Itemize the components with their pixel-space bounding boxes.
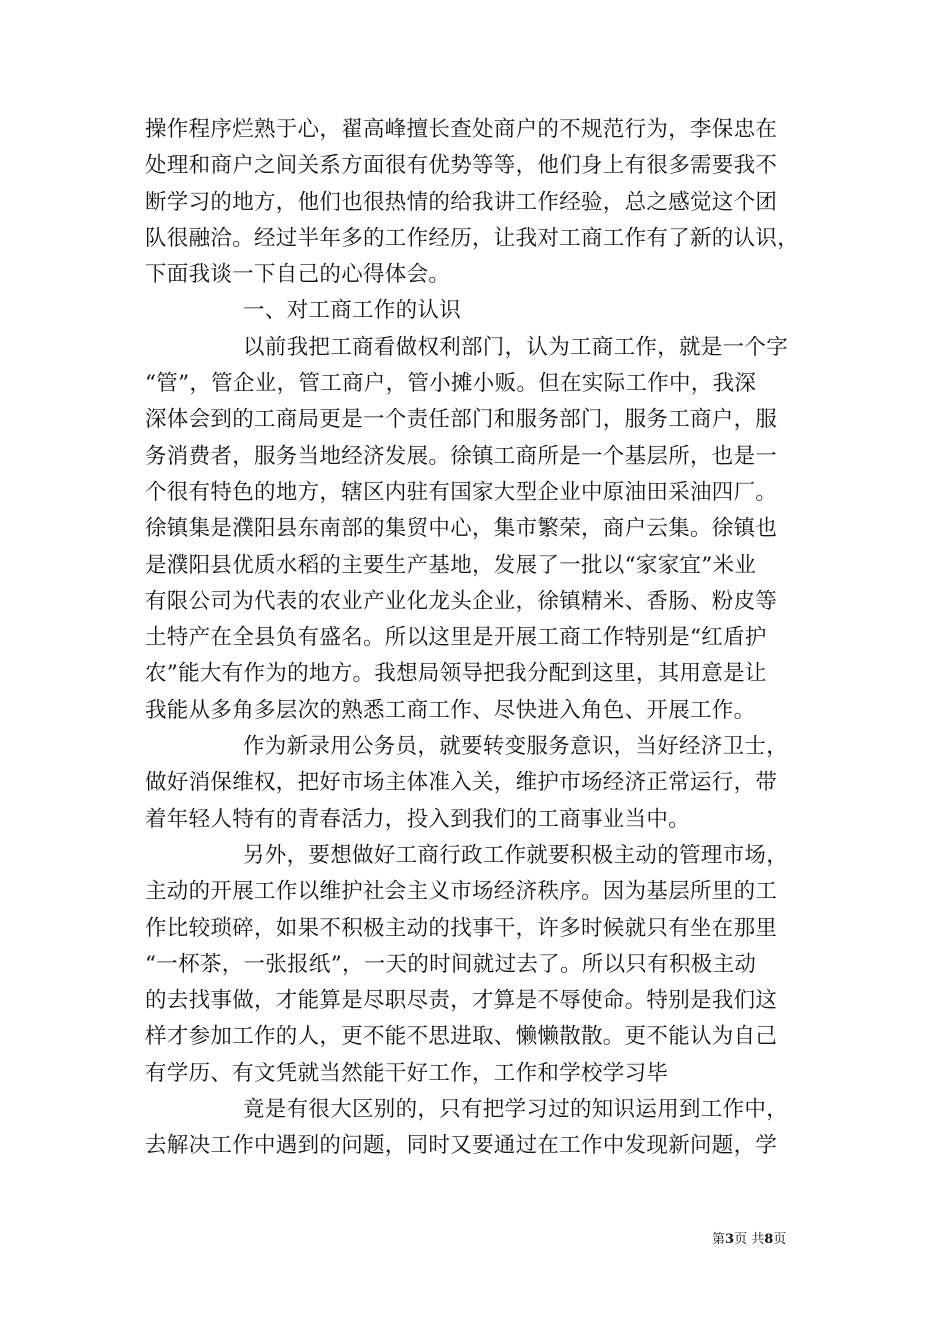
text-line: 处理和商户之间关系方面很有优势等等，他们身上有很多需要我不 [145,153,778,179]
text-line: 竟是有很大区别的，只有把学习过的知识运用到工作中， [243,1097,789,1123]
text-line: 做好消保维权，把好市场主体准入关，维护市场经济正常运行，带 [145,770,778,796]
text-line: 作比较琐碎，如果不积极主动的找事干，许多时候就只有坐在那里 [145,915,778,941]
text-line: 的去找事做，才能算是尽职尽责，才算是不辱使命。特别是我们这 [145,988,778,1014]
text-line: 作为新录用公务员，就要转变服务意识，当好经济卫士， [243,734,789,760]
text-line: 农”能大有作为的地方。我想局领导把我分配到这里，其用意是让 [145,661,767,687]
text-line: “一杯茶，一张报纸”，一天的时间就过去了。所以只有积极主动 [145,951,757,977]
text-line: 着年轻人特有的青春活力，投入到我们的工商事业当中。 [145,806,691,832]
text-line: 有限公司为代表的农业产业化龙头企业，徐镇精米、香肠、粉皮等 [145,588,778,614]
text-line: 主动的开展工作以维护社会主义市场经济秩序。因为基层所里的工 [145,879,778,905]
footer-prefix: 第 [712,1232,726,1247]
page-footer [712,1232,786,1248]
text-line: 徐镇集是濮阳县东南部的集贸中心，集市繁荣，商户云集。徐镇也 [145,516,778,542]
document-body [145,112,825,1165]
text-line: 去解决工作中遇到的问题，同时又要通过在工作中发现新问题，学 [145,1133,778,1159]
text-line: 断学习的地方，他们也很热情的给我讲工作经验，总之感觉这个团 [145,189,778,215]
text-line: 样才参加工作的人，更不能不思进取、懒懒散散。更不能认为自己 [145,1024,778,1050]
text-line: 下面我谈一下自己的心得体会。 [145,262,451,288]
text-line: 队很融洽。经过半年多的工作经历，让我对工商工作有了新的认识， [145,225,800,251]
text-line: 另外，要想做好工商行政工作就要积极主动的管理市场， [243,842,789,868]
text-line: 土特产在全县负有盛名。所以这里是开展工商工作特别是“红盾护 [145,625,767,651]
text-line: 是濮阳县优质水稻的主要生产基地，发展了一批以“家家宜”米业 [145,552,757,578]
text-line: 以前我把工商看做权利部门，认为工商工作，就是一个字 [243,334,789,360]
text-line: 操作程序烂熟于心，翟高峰擅长查处商户的不规范行为，李保忠在 [145,117,778,142]
text-line: 务消费者，服务当地经济发展。徐镇工商所是一个基层所，也是一 [145,443,778,469]
text-line: 深体会到的工商局更是一个责任部门和服务部门，服务工商户，服 [145,407,778,433]
footer-suffix: 页 [773,1232,787,1247]
text-line: 个很有特色的地方，辖区内驻有国家大型企业中原油田采油四厂。 [145,479,778,505]
text-line: 有学历、有文凭就当然能干好工作，工作和学校学习毕 [145,1060,669,1086]
footer-middle: 页 共 [734,1232,765,1247]
text-line: 我能从多角多层次的熟悉工商工作、尽快进入角色、开展工作。 [145,697,756,723]
text-line: “管”，管企业，管工商户，管小摊小贩。但在实际工作中，我深 [145,371,757,397]
section-heading: 一、对工商工作的认识 [243,298,462,324]
current-page-number: 3 [725,1232,735,1247]
total-pages-number: 8 [764,1232,774,1247]
